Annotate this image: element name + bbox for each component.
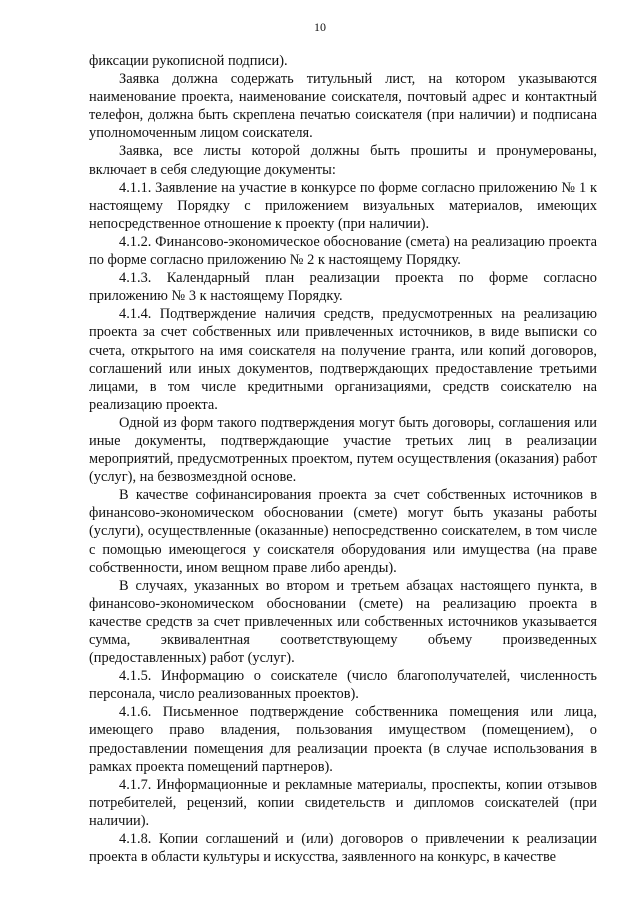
document-paragraph: 4.1.5. Информацию о соискателе (число благополучателей, численность персонала, число реализованных проектов). — [89, 668, 597, 703]
document-paragraph: 4.1.2. Финансово-экономическое обоснование (смета) на реализацию проекта по форме согласно приложению № 2 к настоящему Порядку. — [89, 233, 597, 269]
document-paragraph: В качестве софинансирования проекта за счет собственных источников в финансово-экономическом обосновании (смете) могут быть указаны работы (услуги), осуществленные (оказанные) непосредственно соискателем, в том числе с помощью имеющегося у соискателя оборудования или имущества (на праве собственности, ином вещном праве либо аренды). — [89, 487, 597, 576]
page-number: 10 — [314, 20, 326, 34]
document-paragraph: Одной из форм такого подтверждения могут быть договоры, соглашения или иные документы, подтверждающие участие третьих лиц в реализации мероприятий, предусмотренных проектом, путем осуществления (оказания) работ (услуг), на безвозмездной основе. — [89, 414, 597, 486]
document-paragraph: 4.1.6. Письменное подтверждение собственника помещения или лица, имеющего право владения, пользования имуществом (помещением), о предоставлении помещения для реализации проекта (в случае использования в рамках проекта помещений партнеров). — [89, 704, 597, 775]
document-paragraph: 4.1.4. Подтверждение наличия средств, предусмотренных на реализацию проекта за счет собственных или привлеченных источников, в виде выписки со счета, открытого на имя соискателя на получение гранта, или копий договоров, соглашений или иных документов, подтверждающих предоставление третьими лицами, в том числе кредитными организациями, средств соискателю на реализацию проекта. — [89, 306, 597, 413]
document-paragraph: 4.1.1. Заявление на участие в конкурсе по форме согласно приложению № 1 к настоящему Порядку с приложением визуальных материалов, имеющих непосредственное отношение к проекту (при наличии). — [89, 179, 597, 232]
document-paragraph: Заявка, все листы которой должны быть прошиты и пронумерованы, включает в себя следующие документы: — [89, 143, 597, 178]
document-paragraph: фиксации рукописной подписи). — [89, 53, 288, 69]
document-paragraph: В случаях, указанных во втором и третьем абзацах настоящего пункта, в финансово-экономическом обосновании (смете) на реализацию проекта в качестве средств за счет привлеченных или собственных источников указывается сумма, эквивалентная соответствующему объему произведенных (предоставленных) работ (услуг). — [89, 577, 597, 667]
document-paragraph: Заявка должна содержать титульный лист, на котором указываются наименование проекта, наименование соискателя, почтовый адрес и контактный телефон, должна быть скреплена печатью соискателя (при наличии) и подписана уполномоченным лицом соискателя. — [89, 71, 597, 142]
document-paragraph: 4.1.8. Копии соглашений и (или) договоров о привлечении к реализации проекта в области культуры и искусства, заявленного на конкурс, в качестве — [89, 831, 597, 866]
document-body — [89, 52, 597, 866]
document-paragraph: 4.1.3. Календарный план реализации проекта по форме согласно приложению № 3 к настоящему Порядку. — [89, 270, 597, 305]
document-paragraph: 4.1.7. Информационные и рекламные материалы, проспекты, копии отзывов потребителей, рецензий, копии свидетельств и дипломов соискателей (при наличии). — [89, 776, 597, 829]
